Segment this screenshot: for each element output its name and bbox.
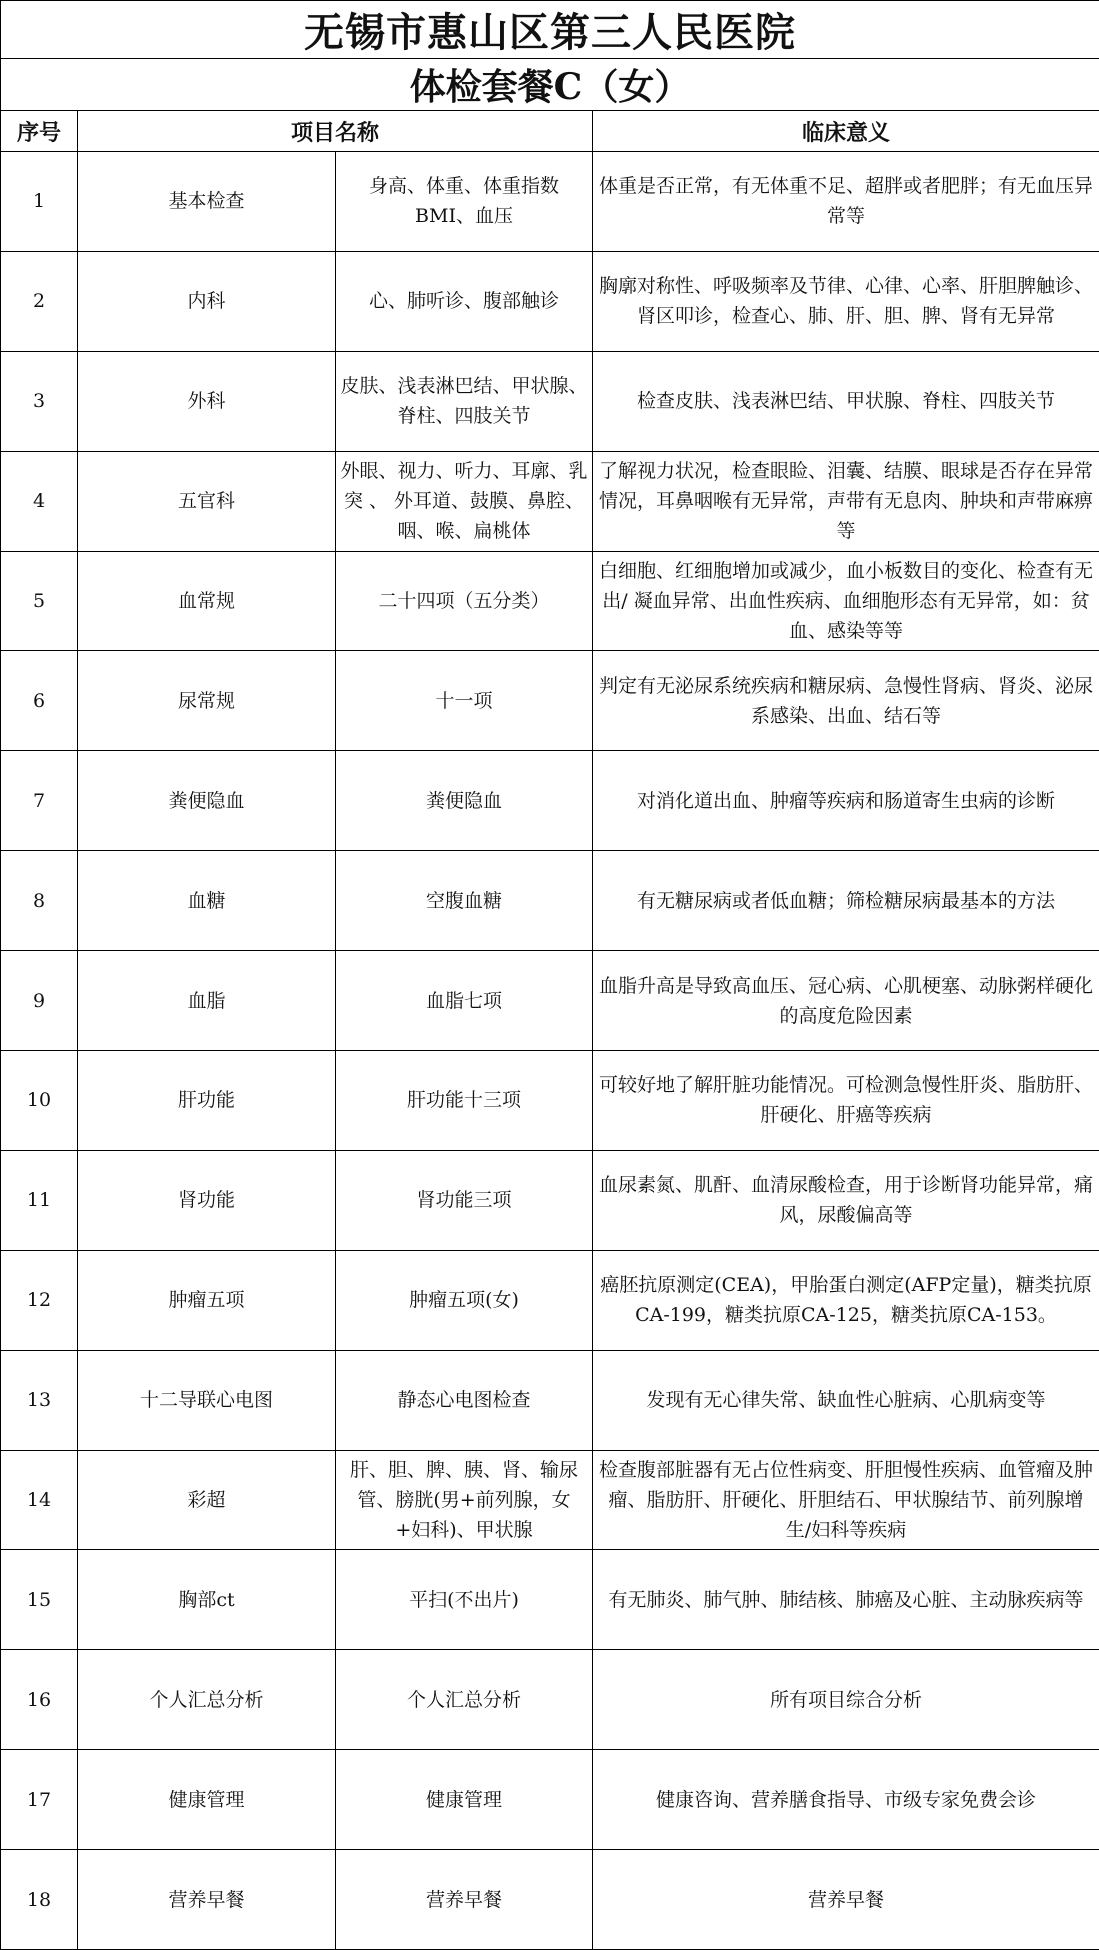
table-row <box>1 152 1099 252</box>
table-row <box>1 1450 1099 1550</box>
header-no: 序号 <box>1 111 78 152</box>
hospital-title: 无锡市惠山区第三人民医院 <box>1 1 1099 59</box>
row-meaning: 胸廓对称性、呼吸频率及节律、心律、心率、肝胆脾触诊、肾区叩诊，检查心、肺、肝、胆、脾、肾有无异常 <box>593 251 1099 351</box>
row-category: 血常规 <box>78 551 336 651</box>
row-number: 15 <box>1 1550 78 1650</box>
row-category: 彩超 <box>78 1450 336 1550</box>
row-category: 外科 <box>78 351 336 451</box>
row-items: 外眼、视力、听力、耳廓、乳突 、 外耳道、鼓膜、鼻腔、咽、喉、扁桃体 <box>336 451 593 551</box>
row-meaning: 白细胞、红细胞增加或减少，血小板数目的变化、检查有无出/ 凝血异常、出血性疾病、血细胞形态有无异常，如：贫血、感染等等 <box>593 551 1099 651</box>
row-items: 个人汇总分析 <box>336 1650 593 1750</box>
row-items: 肝功能十三项 <box>336 1051 593 1151</box>
row-number: 12 <box>1 1250 78 1350</box>
row-items: 营养早餐 <box>336 1850 593 1950</box>
row-number: 16 <box>1 1650 78 1750</box>
row-category: 十二导联心电图 <box>78 1350 336 1450</box>
row-meaning: 血脂升高是导致高血压、冠心病、心肌梗塞、动脉粥样硬化的高度危险因素 <box>593 951 1099 1051</box>
row-category: 健康管理 <box>78 1750 336 1850</box>
row-meaning: 所有项目综合分析 <box>593 1650 1099 1750</box>
row-number: 11 <box>1 1150 78 1250</box>
row-meaning: 体重是否正常，有无体重不足、超胖或者肥胖；有无血压异常等 <box>593 152 1099 252</box>
row-meaning: 血尿素氮、肌酐、血清尿酸检查，用于诊断肾功能异常，痛风，尿酸偏高等 <box>593 1150 1099 1250</box>
header-item-name: 项目名称 <box>78 111 593 152</box>
table-row <box>1 651 1099 751</box>
row-items: 静态心电图检查 <box>336 1350 593 1450</box>
row-meaning: 营养早餐 <box>593 1850 1099 1950</box>
row-category: 五官科 <box>78 451 336 551</box>
row-number: 6 <box>1 651 78 751</box>
table-row <box>1 1650 1099 1750</box>
row-category: 胸部ct <box>78 1550 336 1650</box>
row-category: 营养早餐 <box>78 1850 336 1950</box>
table-row <box>1 1550 1099 1650</box>
row-meaning: 判定有无泌尿系统疾病和糖尿病、急慢性肾病、肾炎、泌尿系感染、出血、结石等 <box>593 651 1099 751</box>
row-number: 2 <box>1 251 78 351</box>
row-items: 肾功能三项 <box>336 1150 593 1250</box>
table-row <box>1 251 1099 351</box>
row-category: 肿瘤五项 <box>78 1250 336 1350</box>
row-items: 肝、胆、脾、胰、肾、输尿管、膀胱(男+前列腺，女+妇科)、甲状腺 <box>336 1450 593 1550</box>
row-items: 平扫(不出片) <box>336 1550 593 1650</box>
row-items: 肿瘤五项(女) <box>336 1250 593 1350</box>
row-items: 二十四项（五分类） <box>336 551 593 651</box>
table-row <box>1 1850 1099 1950</box>
row-meaning: 健康咨询、营养膳食指导、市级专家免费会诊 <box>593 1750 1099 1850</box>
row-number: 5 <box>1 551 78 651</box>
row-number: 4 <box>1 451 78 551</box>
row-meaning: 检查皮肤、浅表淋巴结、甲状腺、脊柱、四肢关节 <box>593 351 1099 451</box>
row-category: 个人汇总分析 <box>78 1650 336 1750</box>
table-row <box>1 551 1099 651</box>
row-items: 皮肤、浅表淋巴结、甲状腺、脊柱、四肢关节 <box>336 351 593 451</box>
row-category: 血脂 <box>78 951 336 1051</box>
row-number: 7 <box>1 751 78 851</box>
row-number: 1 <box>1 152 78 252</box>
row-number: 10 <box>1 1051 78 1151</box>
table-row <box>1 1150 1099 1250</box>
row-number: 9 <box>1 951 78 1051</box>
row-items: 粪便隐血 <box>336 751 593 851</box>
table-row <box>1 1350 1099 1450</box>
row-number: 17 <box>1 1750 78 1850</box>
row-number: 3 <box>1 351 78 451</box>
row-items: 血脂七项 <box>336 951 593 1051</box>
row-meaning: 有无糖尿病或者低血糖；筛检糖尿病最基本的方法 <box>593 851 1099 951</box>
row-category: 内科 <box>78 251 336 351</box>
row-category: 肾功能 <box>78 1150 336 1250</box>
row-meaning: 可较好地了解肝脏功能情况。可检测急慢性肝炎、脂肪肝、肝硬化、肝癌等疾病 <box>593 1051 1099 1151</box>
row-meaning: 对消化道出血、肿瘤等疾病和肠道寄生虫病的诊断 <box>593 751 1099 851</box>
table-row <box>1 1250 1099 1350</box>
row-items: 身高、体重、体重指数BMI、血压 <box>336 152 593 252</box>
row-items: 健康管理 <box>336 1750 593 1850</box>
row-items: 心、肺听诊、腹部触诊 <box>336 251 593 351</box>
row-category: 血糖 <box>78 851 336 951</box>
row-meaning: 检查腹部脏器有无占位性病变、肝胆慢性疾病、血管瘤及肿瘤、脂肪肝、肝硬化、肝胆结石、甲状腺结节、前列腺增生/妇科等疾病 <box>593 1450 1099 1550</box>
table-row <box>1 851 1099 951</box>
row-number: 13 <box>1 1350 78 1450</box>
row-number: 18 <box>1 1850 78 1950</box>
table-row <box>1 351 1099 451</box>
table-row <box>1 951 1099 1051</box>
table-row <box>1 1750 1099 1850</box>
row-category: 粪便隐血 <box>78 751 336 851</box>
row-category: 肝功能 <box>78 1051 336 1151</box>
row-meaning: 有无肺炎、肺气肿、肺结核、肺癌及心脏、主动脉疾病等 <box>593 1550 1099 1650</box>
row-number: 14 <box>1 1450 78 1550</box>
table-row <box>1 451 1099 551</box>
row-meaning: 了解视力状况，检查眼睑、泪囊、结膜、眼球是否存在异常情况，耳鼻咽喉有无异常，声带有无息肉、肿块和声带麻痹等 <box>593 451 1099 551</box>
row-category: 基本检查 <box>78 152 336 252</box>
row-items: 空腹血糖 <box>336 851 593 951</box>
row-meaning: 癌胚抗原测定(CEA)，甲胎蛋白测定(AFP定量)，糖类抗原CA-199，糖类抗原CA-125，糖类抗原CA-153。 <box>593 1250 1099 1350</box>
row-number: 8 <box>1 851 78 951</box>
package-title: 体检套餐C（女） <box>1 59 1099 111</box>
row-category: 尿常规 <box>78 651 336 751</box>
header-clinical-meaning: 临床意义 <box>593 111 1099 152</box>
row-meaning: 发现有无心律失常、缺血性心脏病、心肌病变等 <box>593 1350 1099 1450</box>
row-items: 十一项 <box>336 651 593 751</box>
table-row <box>1 1051 1099 1151</box>
table-row <box>1 751 1099 851</box>
